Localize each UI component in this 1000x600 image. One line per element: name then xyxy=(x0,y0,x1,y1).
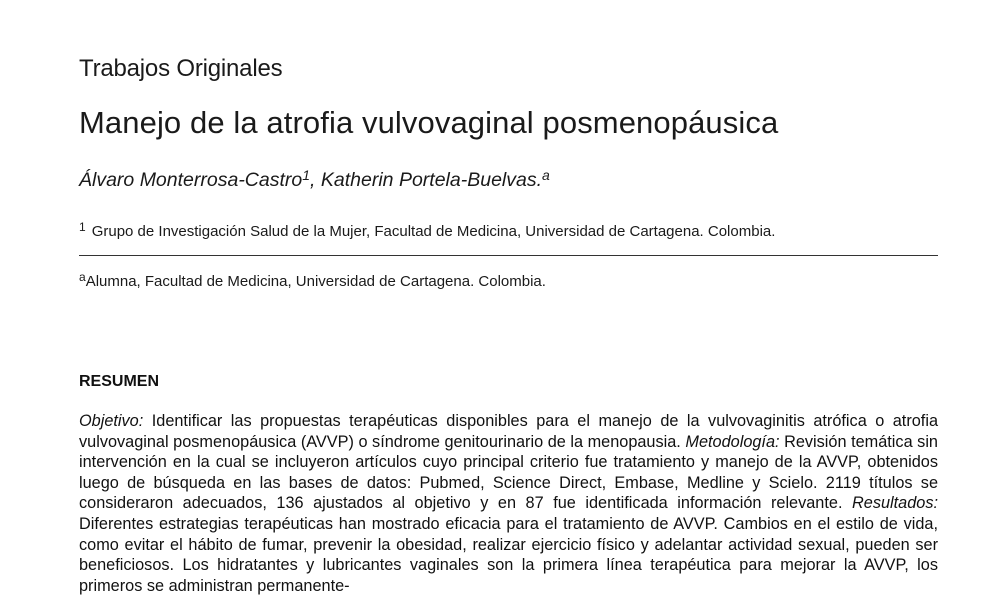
methodology-label: Metodología: xyxy=(685,432,780,451)
results-text: Diferentes estrategias terapéuticas han mostrado eficacia para el tratamiento de AVVP. Cambios en el estilo de vida, como evitar el hábito de fumar, prevenir la obesidad, realizar ejercicio físico y adelantar actividad sexual, pueden ser beneficiosos. Los hidratantes y lubricantes vaginales son la primera línea terapéutica para mejorar la AVVP, los primeros se administran permanente- xyxy=(79,514,938,595)
results-label: Resultados: xyxy=(852,494,938,513)
affiliation-text: Alumna, Facultad de Medicina, Universidad de Cartagena. Colombia. xyxy=(85,273,546,290)
affiliation-1 xyxy=(79,220,775,240)
objective-text: Identificar las propuestas terapéuticas disponibles para el manejo de la vulvovaginitis atrófica o atrofia vulvovaginal posmenopáusica (AVVP) o síndrome genitourinario de la menopausia. xyxy=(79,412,938,451)
article-title: Manejo de la atrofia vulvovaginal posmenopáusica xyxy=(79,105,779,140)
section-label: Trabajos Originales xyxy=(79,55,283,82)
abstract-heading: RESUMEN xyxy=(79,373,160,390)
author-superscript: 1 xyxy=(302,167,311,183)
author-superscript: a xyxy=(542,167,550,183)
affiliation-marker: 1 xyxy=(79,220,86,234)
affiliation-text: Grupo de Investigación Salud de la Mujer, Facultad de Medicina, Universidad de Cartagena. Colombia. xyxy=(91,223,776,240)
affiliation-divider xyxy=(79,255,938,256)
author-separator: , xyxy=(310,169,321,191)
affiliation-2 xyxy=(79,270,546,290)
author-name: Katherin Portela-Buelvas. xyxy=(320,169,543,191)
author-name: Álvaro Monterrosa-Castro xyxy=(79,169,303,191)
abstract-body xyxy=(79,411,938,596)
objective-label: Objetivo: xyxy=(79,412,144,430)
affiliation-marker: a xyxy=(79,270,86,284)
methodology-text: Revisión temática sin intervención en la cual se incluyeron artículos cuyo principal criterio fue tratamiento y manejo de la AVVP, obtenidos luego de búsqueda en las bases de datos: Pubmed, Science Direct, Embase, Medline y Scielo. 2119 títulos se consideraron adecuados, 136 ajustados al objetivo y en 87 fue identificada información relevante. xyxy=(79,432,938,513)
author-list xyxy=(79,167,550,192)
